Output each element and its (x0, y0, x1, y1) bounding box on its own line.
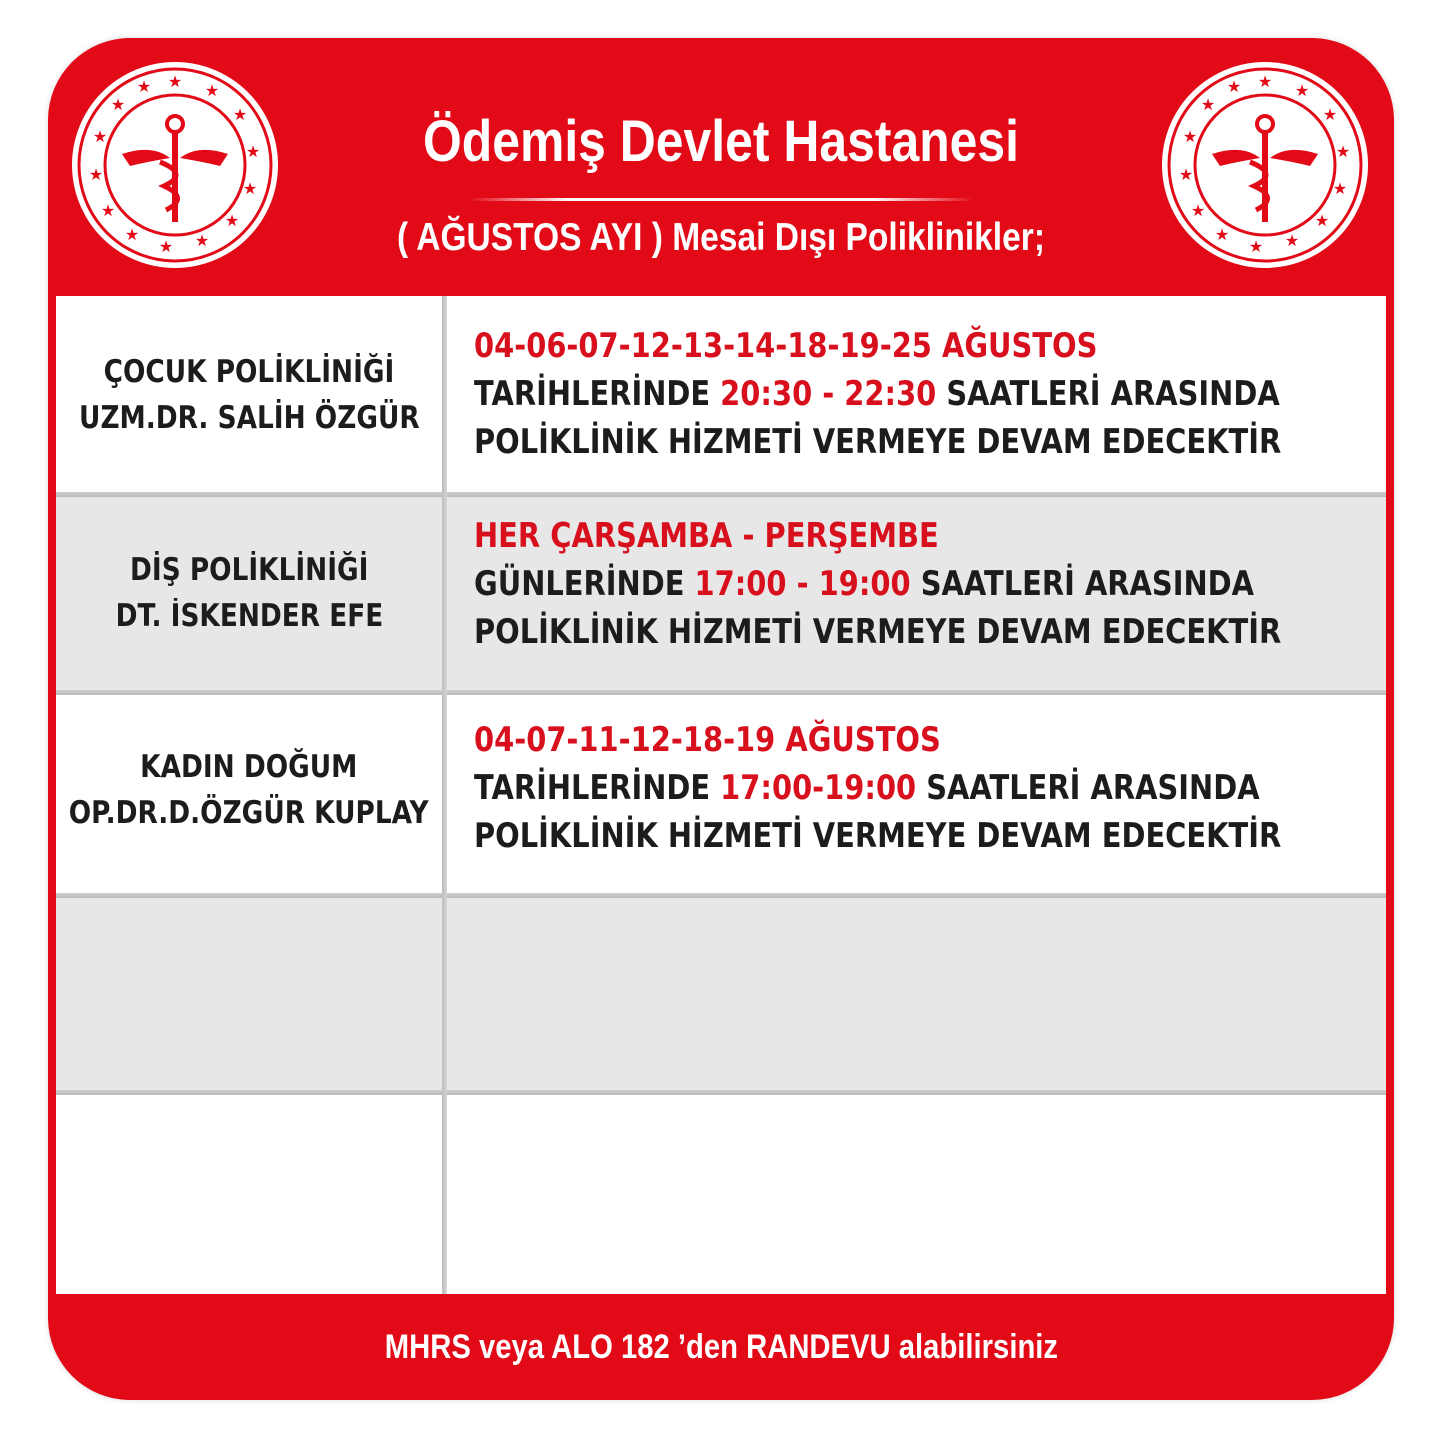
footer-banner (48, 1294, 1394, 1400)
announcement-card (48, 38, 1394, 1400)
svg-text:★: ★ (158, 237, 174, 256)
clinic-name: KADIN DOĞUM (140, 749, 358, 785)
svg-text:★: ★ (1284, 231, 1300, 250)
svg-text:★: ★ (204, 81, 220, 100)
header (48, 38, 1394, 296)
svg-text:★: ★ (1294, 81, 1310, 100)
schedule-cell (474, 322, 1374, 466)
svg-text:★: ★ (1190, 201, 1206, 220)
svg-text:★: ★ (1200, 95, 1216, 114)
schedule-cell (474, 716, 1374, 860)
doctor-name: DT. İSKENDER EFE (115, 598, 383, 634)
schedule-cell (474, 512, 1374, 656)
doctor-name: OP.DR.D.ÖZGÜR KUPLAY (69, 795, 429, 831)
svg-text:★: ★ (100, 201, 116, 220)
svg-text:★: ★ (1257, 72, 1273, 91)
svg-text:★: ★ (194, 231, 210, 250)
column-divider (442, 296, 447, 1294)
hours-prefix: GÜNLERİNDE (474, 564, 695, 604)
hours-suffix: SAATLERİ ARASINDA (916, 768, 1260, 808)
svg-text:★: ★ (1178, 165, 1194, 184)
svg-text:★: ★ (88, 165, 104, 184)
schedule-note: POLİKLİNİK HİZMETİ VERMEYE DEVAM EDECEKTİR (474, 422, 1282, 462)
svg-text:★: ★ (1335, 142, 1351, 161)
svg-text:★: ★ (224, 211, 240, 230)
title-divider (468, 198, 974, 201)
row-divider (56, 893, 1386, 898)
hours-suffix: SAATLERİ ARASINDA (910, 564, 1255, 604)
schedule-table (56, 296, 1386, 1294)
clinic-name: ÇOCUK POLİKLİNİĞİ (103, 354, 395, 390)
svg-text:★: ★ (1214, 225, 1230, 244)
page-subtitle: ( AĞUSTOS AYI ) Mesai Dışı Poliklinikler; (396, 216, 1046, 259)
hours-range: 20:30 - 22:30 (720, 374, 937, 414)
hours-suffix: SAATLERİ ARASINDA (936, 374, 1280, 414)
schedule-hours-line (474, 764, 1260, 812)
footer-text: MHRS veya ALO 182 ’den RANDEVU alabilirsiniz (384, 1327, 1058, 1366)
svg-text:★: ★ (1332, 179, 1348, 198)
svg-text:★: ★ (167, 72, 183, 91)
svg-text:★: ★ (1182, 127, 1198, 146)
svg-text:★: ★ (136, 77, 152, 96)
svg-text:★: ★ (1226, 77, 1242, 96)
row-divider (56, 1090, 1386, 1095)
schedule-hours-line (474, 370, 1280, 418)
svg-text:★: ★ (1314, 211, 1330, 230)
schedule-dates: 04-06-07-12-13-14-18-19-25 AĞUSTOS (474, 326, 1098, 366)
schedule-dates: 04-07-11-12-18-19 AĞUSTOS (474, 720, 941, 760)
clinic-cell (56, 692, 442, 888)
schedule-hours-line (474, 560, 1255, 608)
table-row-empty (56, 894, 1386, 1092)
page-title: Ödemiş Devlet Hastanesi (422, 109, 1020, 174)
svg-text:★: ★ (110, 95, 126, 114)
doctor-name: UZM.DR. SALİH ÖZGÜR (78, 400, 420, 436)
clinic-name: DİŞ POLİKLİNİĞİ (129, 552, 369, 588)
svg-text:★: ★ (92, 127, 108, 146)
svg-text:★: ★ (1322, 105, 1338, 124)
schedule-days: HER ÇARŞAMBA - PERŞEMBE (474, 516, 939, 556)
hours-prefix: TARİHLERİNDE (474, 374, 721, 414)
svg-text:★: ★ (232, 105, 248, 124)
svg-text:★: ★ (1248, 237, 1264, 256)
hours-prefix: TARİHLERİNDE (474, 768, 721, 808)
schedule-note: POLİKLİNİK HİZMETİ VERMEYE DEVAM EDECEKTİR (474, 816, 1282, 856)
schedule-note: POLİKLİNİK HİZMETİ VERMEYE DEVAM EDECEKTİR (474, 612, 1282, 652)
hours-range: 17:00 - 19:00 (694, 564, 911, 604)
hours-range: 17:00-19:00 (720, 768, 917, 808)
svg-text:★: ★ (124, 225, 140, 244)
svg-text:★: ★ (242, 179, 258, 198)
table-row-empty (56, 1092, 1386, 1294)
clinic-cell (56, 296, 442, 494)
svg-text:★: ★ (245, 142, 261, 161)
clinic-cell (56, 494, 442, 692)
